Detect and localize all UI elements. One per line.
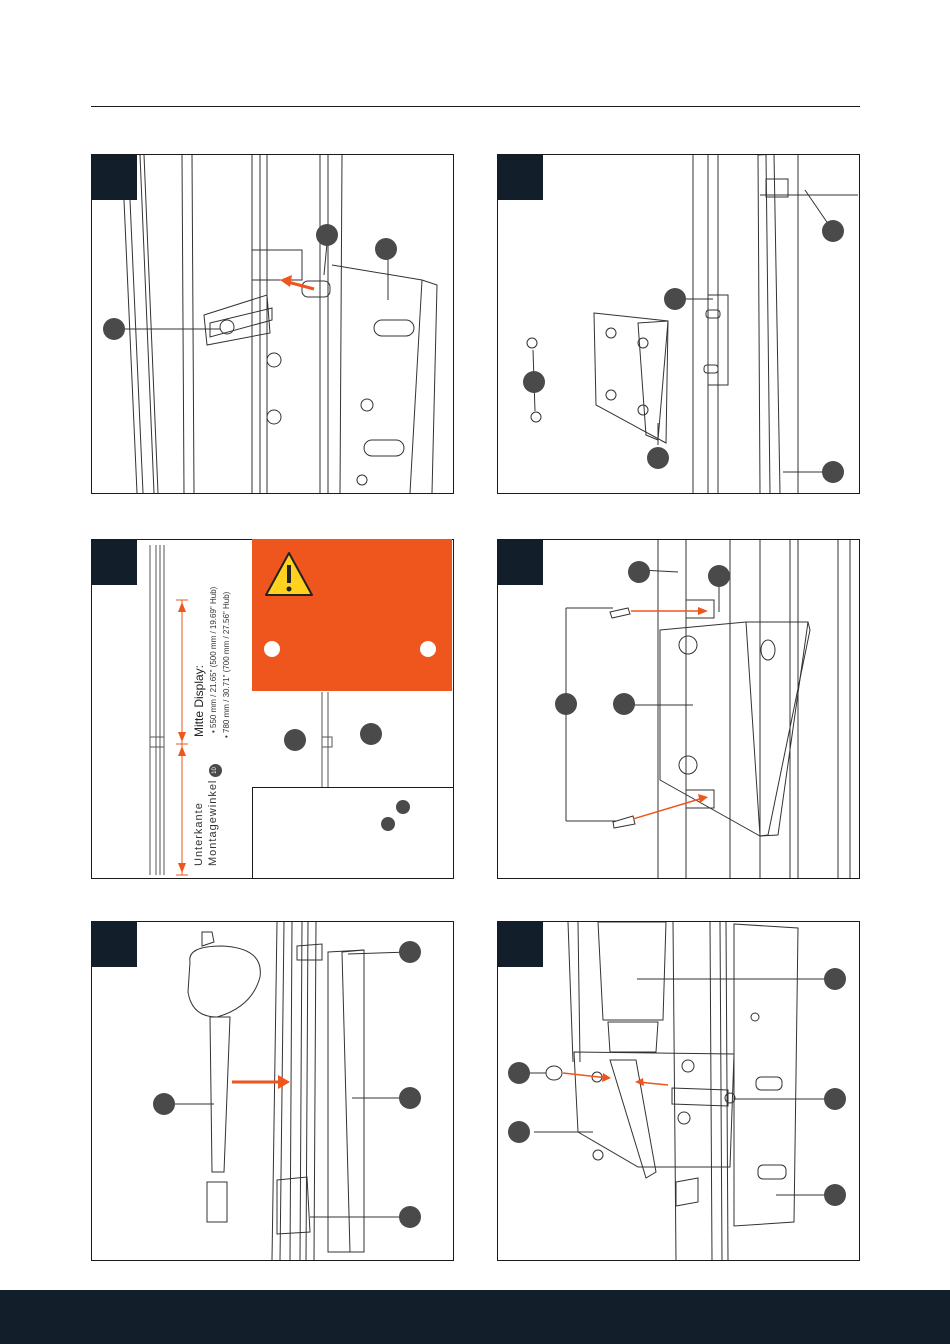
step-6-illustration	[498, 922, 859, 1260]
step-panel-4	[497, 539, 860, 879]
callout-bubble	[822, 220, 844, 242]
callout-bubble	[523, 371, 545, 393]
callout-bubble	[555, 693, 577, 715]
callout-bubble	[399, 1087, 421, 1109]
step-panel-1	[91, 154, 454, 494]
callout-bubble	[508, 1121, 530, 1143]
step-1-illustration	[92, 155, 453, 493]
callout-bubble	[399, 941, 421, 963]
warning-box	[252, 539, 452, 691]
step-badge	[92, 922, 137, 967]
note-box	[252, 787, 454, 879]
display-option-2: • 780 mm / 30.71" (700 mm / 27.56" Hub)	[222, 591, 231, 738]
callout-bubble	[647, 447, 669, 469]
warning-icon	[252, 539, 452, 691]
step-badge	[92, 155, 137, 200]
callout-bubble	[381, 817, 395, 831]
callout-bubble	[824, 968, 846, 990]
ref-number-badge: 10	[209, 764, 222, 777]
callout-bubble	[822, 461, 844, 483]
step-panel-5	[91, 921, 454, 1261]
display-title: Mitte Display:	[192, 664, 206, 737]
callout-bubble	[153, 1093, 175, 1115]
callout-bubble	[628, 561, 650, 583]
step-panel-2	[497, 154, 860, 494]
callout-bubble	[396, 800, 410, 814]
step-panel-6	[497, 921, 860, 1261]
step-badge	[498, 922, 543, 967]
callout-bubble	[103, 318, 125, 340]
callout-bubble	[824, 1184, 846, 1206]
step-5-illustration	[92, 922, 453, 1260]
bottom-edge-label-2: Montagewinkel	[207, 779, 219, 866]
callout-bubble	[284, 729, 306, 751]
callout-bubble	[316, 224, 338, 246]
callout-bubble	[399, 1206, 421, 1228]
step-badge	[498, 540, 543, 585]
callout-bubble	[613, 693, 635, 715]
footer-bar	[0, 1290, 950, 1344]
callout-bubble	[360, 723, 382, 745]
step-badge	[498, 155, 543, 200]
step-badge	[92, 540, 137, 585]
bottom-edge-label-1: Unterkante	[193, 802, 205, 866]
callout-bubble	[708, 565, 730, 587]
callout-bubble	[664, 288, 686, 310]
step-2-illustration	[498, 155, 859, 493]
callout-bubble	[508, 1062, 530, 1084]
callout-bubble	[375, 238, 397, 260]
step-4-illustration	[498, 540, 859, 878]
callout-bubble	[824, 1088, 846, 1110]
display-option-1: • 550 mm / 21.65" (500 mm / 19.69" Hub)	[209, 586, 218, 733]
header-rule	[91, 106, 860, 107]
